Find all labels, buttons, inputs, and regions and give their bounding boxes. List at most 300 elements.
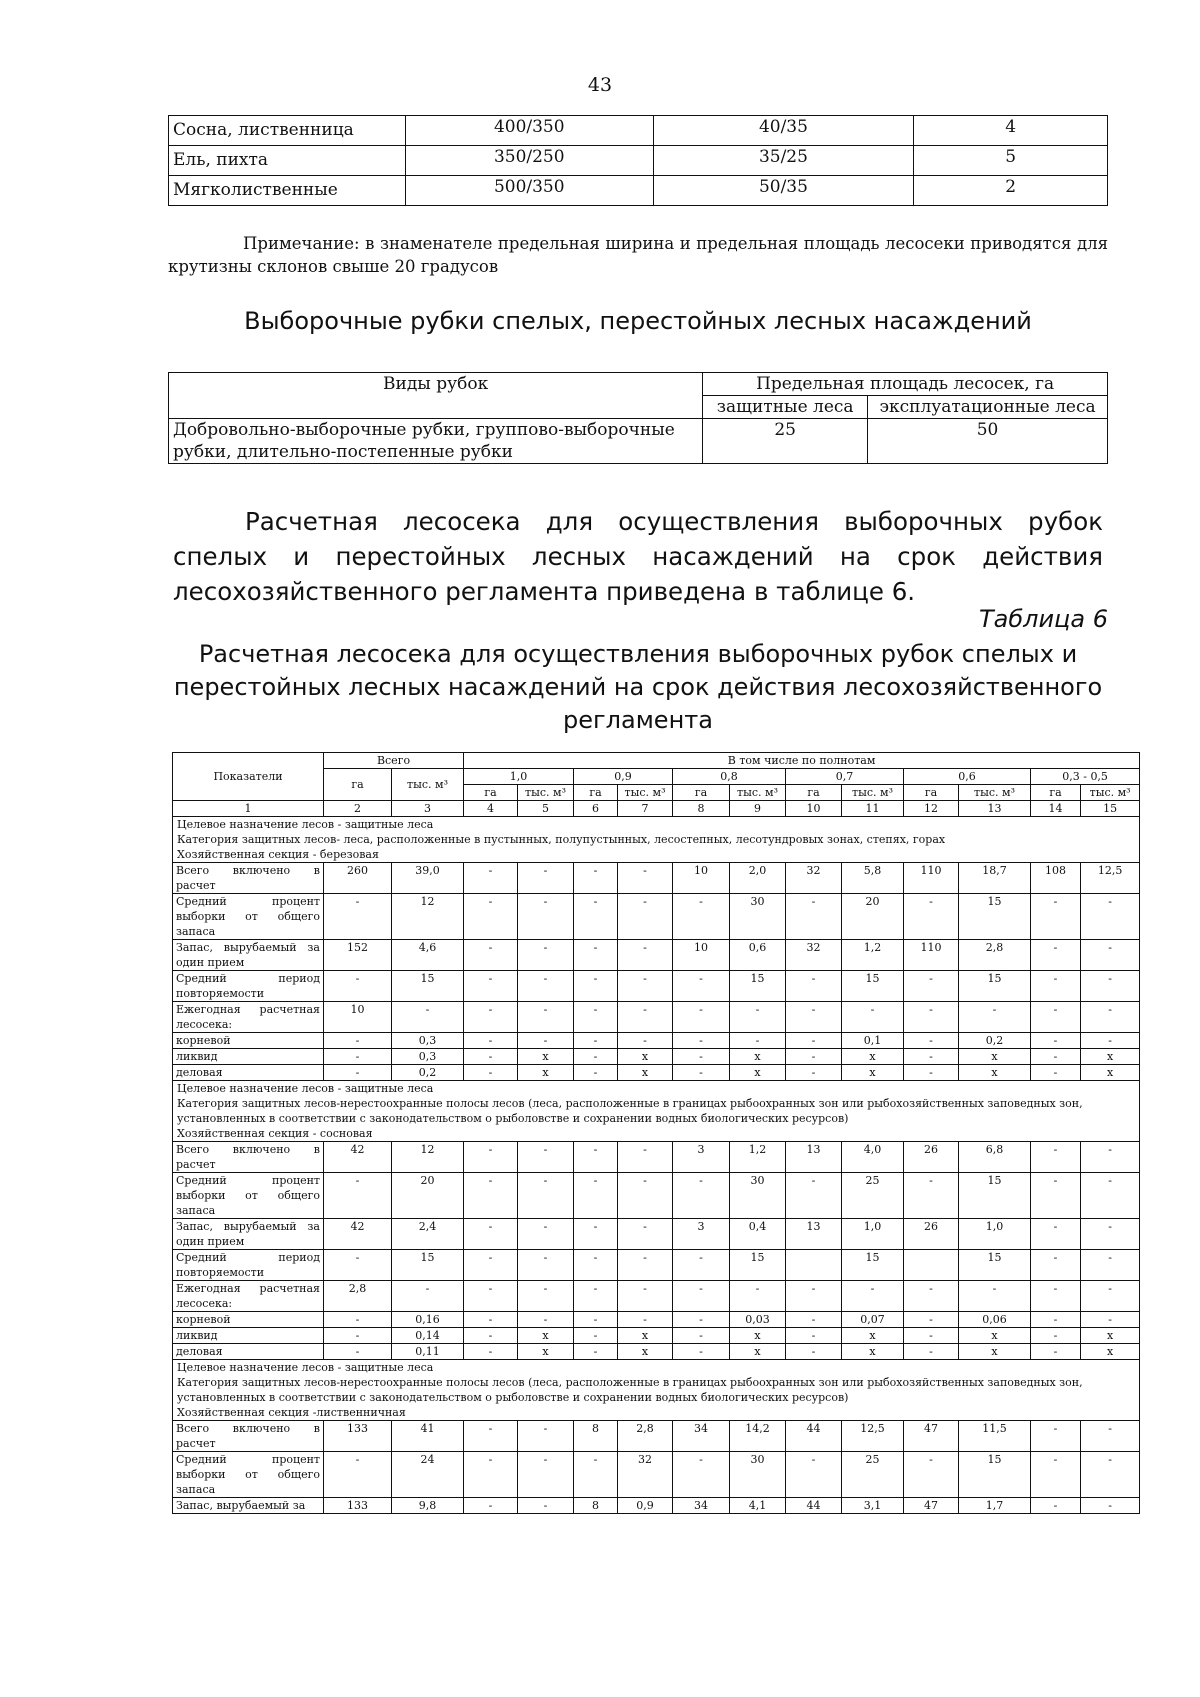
table-row xyxy=(173,1421,1140,1452)
value-cell: - xyxy=(904,1065,959,1081)
value-cell: - xyxy=(673,1250,730,1281)
value-cell: - xyxy=(464,1033,518,1049)
value-cell: - xyxy=(959,1002,1031,1033)
section-header-row xyxy=(173,1081,1140,1142)
value-cell: 152 xyxy=(324,940,392,971)
value-cell: - xyxy=(464,1049,518,1065)
value-cell: - xyxy=(324,1328,392,1344)
value-cell: - xyxy=(324,1312,392,1328)
value-cell: - xyxy=(618,1033,673,1049)
value-cell: 15 xyxy=(392,1250,464,1281)
value-cell: 26 xyxy=(904,1219,959,1250)
value-cell: - xyxy=(786,1002,842,1033)
value-cell: - xyxy=(673,1173,730,1219)
value-cell: - xyxy=(673,1312,730,1328)
value-cell: - xyxy=(574,1281,618,1312)
value-cell: 2 xyxy=(914,176,1108,206)
value-cell: 15 xyxy=(392,971,464,1002)
value-cell: 6,8 xyxy=(959,1142,1031,1173)
column-number: 8 xyxy=(673,801,730,817)
value-cell: 0,11 xyxy=(392,1344,464,1360)
value-cell: 41 xyxy=(392,1421,464,1452)
value-cell: - xyxy=(464,1452,518,1498)
value-cell: - xyxy=(574,1219,618,1250)
value-cell: х xyxy=(618,1049,673,1065)
page-number: 43 xyxy=(587,74,613,96)
value-cell: - xyxy=(518,1421,574,1452)
value-cell: 108 xyxy=(1031,863,1081,894)
value-cell: - xyxy=(464,1065,518,1081)
value-cell: 2,8 xyxy=(959,940,1031,971)
value-cell: 12,5 xyxy=(842,1421,904,1452)
value-cell: - xyxy=(574,1344,618,1360)
row-label: ликвид xyxy=(173,1049,324,1065)
value-cell: 0,2 xyxy=(392,1065,464,1081)
column-header: Виды рубок xyxy=(169,373,703,419)
value-cell: - xyxy=(574,1173,618,1219)
value-cell: 10 xyxy=(673,863,730,894)
value-cell: - xyxy=(464,1219,518,1250)
value-cell: - xyxy=(730,1002,786,1033)
value-cell: х xyxy=(730,1049,786,1065)
value-cell: 50 xyxy=(868,419,1108,464)
value-cell: - xyxy=(786,1173,842,1219)
value-cell: - xyxy=(464,1312,518,1328)
value-cell: - xyxy=(786,971,842,1002)
section-purpose: Целевое назначение лесов - защитные леса xyxy=(177,1082,434,1095)
value-cell: 15 xyxy=(959,1250,1031,1281)
value-cell: - xyxy=(1031,1142,1081,1173)
value-cell: - xyxy=(904,894,959,940)
value-cell: - xyxy=(1031,1421,1081,1452)
value-cell: - xyxy=(1031,1002,1081,1033)
table-row xyxy=(173,940,1140,971)
value-cell: - xyxy=(618,894,673,940)
value-cell: - xyxy=(1081,940,1140,971)
value-cell: - xyxy=(574,894,618,940)
value-cell: 110 xyxy=(904,863,959,894)
value-cell: - xyxy=(618,1142,673,1173)
value-cell: 0,07 xyxy=(842,1312,904,1328)
value-cell: - xyxy=(673,1344,730,1360)
column-number: 13 xyxy=(959,801,1031,817)
value-cell: 18,7 xyxy=(959,863,1031,894)
value-cell: - xyxy=(518,971,574,1002)
column-number: 4 xyxy=(464,801,518,817)
value-cell: - xyxy=(574,1065,618,1081)
value-cell: - xyxy=(518,1173,574,1219)
value-cell: - xyxy=(518,1312,574,1328)
value-cell: 2,0 xyxy=(730,863,786,894)
value-cell: 260 xyxy=(324,863,392,894)
value-cell: - xyxy=(1031,1250,1081,1281)
unit-ha: га xyxy=(673,785,730,801)
section-purpose: Целевое назначение лесов - защитные леса xyxy=(177,818,434,831)
row-label: Всего включено в расчет xyxy=(173,863,324,894)
table-label: Таблица 6 xyxy=(978,605,1108,633)
value-cell: х xyxy=(518,1049,574,1065)
value-cell: х xyxy=(518,1344,574,1360)
value-cell: 3 xyxy=(673,1219,730,1250)
value-cell: - xyxy=(574,1049,618,1065)
column-number: 3 xyxy=(392,801,464,817)
value-cell: - xyxy=(574,1452,618,1498)
value-cell: х xyxy=(618,1328,673,1344)
header-including: В том числе по полнотам xyxy=(464,753,1140,769)
value-cell: 500/350 xyxy=(405,176,653,206)
table-caption: Расчетная лесосека для осуществления выборочных рубок спелых и перестойных лесных насаждений на срок действия лесохозяйственного регламента xyxy=(173,640,1103,734)
value-cell: - xyxy=(574,971,618,1002)
value-cell: 4,1 xyxy=(730,1498,786,1514)
value-cell: - xyxy=(786,1033,842,1049)
value-cell: 15 xyxy=(959,894,1031,940)
value-cell: 30 xyxy=(730,894,786,940)
value-cell: - xyxy=(904,1049,959,1065)
value-cell: х xyxy=(959,1065,1031,1081)
value-cell: 42 xyxy=(324,1219,392,1250)
unit-ths-m3: тыс. м³ xyxy=(1081,785,1140,801)
value-cell: 3 xyxy=(673,1142,730,1173)
table-note: Примечание: в знаменателе предельная ширина и предельная площадь лесосеки приводятся для крутизны склонов свыше 20 градусов xyxy=(168,234,1108,276)
value-cell: - xyxy=(464,1498,518,1514)
selective-felling-area-table xyxy=(168,372,1108,464)
value-cell: 30 xyxy=(730,1452,786,1498)
value-cell: 20 xyxy=(842,894,904,940)
value-cell: - xyxy=(786,1328,842,1344)
column-number: 10 xyxy=(786,801,842,817)
value-cell: - xyxy=(1081,1033,1140,1049)
value-cell: - xyxy=(786,1281,842,1312)
value-cell: 2,4 xyxy=(392,1219,464,1250)
value-cell: - xyxy=(1081,971,1140,1002)
row-label: Средний период повторяемости xyxy=(173,971,324,1002)
row-label: Средний период повторяемости xyxy=(173,1250,324,1281)
value-cell: - xyxy=(1031,1219,1081,1250)
table-row xyxy=(169,116,1108,146)
table-row xyxy=(173,971,1140,1002)
value-cell: - xyxy=(904,971,959,1002)
value-cell: - xyxy=(464,940,518,971)
value-cell: 4,6 xyxy=(392,940,464,971)
value-cell: 8 xyxy=(574,1421,618,1452)
value-cell: 1,0 xyxy=(959,1219,1031,1250)
value-cell: - xyxy=(1081,1281,1140,1312)
unit-ha: га xyxy=(904,785,959,801)
section-purpose: Целевое назначение лесов - защитные леса xyxy=(177,1361,434,1374)
value-cell: - xyxy=(904,1002,959,1033)
section-category: Категория защитных лесов-нерестоохранные полосы лесов (леса, расположенные в границах рыбоохранных зон или рыбохозяйственных заповедных зон, установленных в соответствии с законодательством о рыболовстве и сохранении водных биологических ресурсов) xyxy=(177,1376,1083,1404)
value-cell: 44 xyxy=(786,1421,842,1452)
value-cell: х xyxy=(842,1328,904,1344)
value-cell: - xyxy=(464,1328,518,1344)
value-cell: - xyxy=(324,1049,392,1065)
value-cell: - xyxy=(904,1312,959,1328)
unit-ha: га xyxy=(464,785,518,801)
species-cell: Сосна, лиственница xyxy=(169,116,406,146)
value-cell: х xyxy=(1081,1328,1140,1344)
value-cell: - xyxy=(1031,971,1081,1002)
header-density: 0,7 xyxy=(786,769,904,785)
value-cell: 0,2 xyxy=(959,1033,1031,1049)
value-cell: - xyxy=(730,1033,786,1049)
header-density: 0,3 - 0,5 xyxy=(1031,769,1140,785)
value-cell: х xyxy=(1081,1049,1140,1065)
value-cell: 30 xyxy=(730,1173,786,1219)
value-cell: - xyxy=(324,971,392,1002)
value-cell: 34 xyxy=(673,1498,730,1514)
value-cell: - xyxy=(324,894,392,940)
value-cell: 15 xyxy=(959,971,1031,1002)
value-cell: - xyxy=(1031,1452,1081,1498)
value-cell: - xyxy=(1031,1049,1081,1065)
species-cell: Мягколиственные xyxy=(169,176,406,206)
row-label: ликвид xyxy=(173,1328,324,1344)
value-cell: х xyxy=(730,1328,786,1344)
row-label: Средний процент выборки от общего запаса xyxy=(173,1173,324,1219)
value-cell: - xyxy=(464,1173,518,1219)
value-cell: - xyxy=(1031,1065,1081,1081)
value-cell: 4 xyxy=(914,116,1108,146)
column-number: 7 xyxy=(618,801,673,817)
value-cell: - xyxy=(1031,1498,1081,1514)
value-cell: 8 xyxy=(574,1498,618,1514)
value-cell: - xyxy=(464,1250,518,1281)
value-cell: - xyxy=(673,1049,730,1065)
column-number: 1 xyxy=(173,801,324,817)
value-cell: 0,4 xyxy=(730,1219,786,1250)
value-cell: х xyxy=(518,1328,574,1344)
value-cell: - xyxy=(1081,1312,1140,1328)
column-number: 14 xyxy=(1031,801,1081,817)
value-cell: 15 xyxy=(842,971,904,1002)
value-cell: 32 xyxy=(786,863,842,894)
section-header xyxy=(173,1360,1140,1421)
value-cell: 24 xyxy=(392,1452,464,1498)
value-cell: - xyxy=(1031,1312,1081,1328)
value-cell: - xyxy=(1031,894,1081,940)
value-cell: - xyxy=(1081,1002,1140,1033)
value-cell: - xyxy=(673,1065,730,1081)
value-cell: - xyxy=(786,1065,842,1081)
value-cell: - xyxy=(574,1033,618,1049)
value-cell: - xyxy=(518,1219,574,1250)
value-cell: - xyxy=(673,894,730,940)
value-cell: 0,1 xyxy=(842,1033,904,1049)
value-cell: - xyxy=(618,1312,673,1328)
value-cell: - xyxy=(1081,1173,1140,1219)
section-category: Категория защитных лесов-нерестоохранные полосы лесов (леса, расположенные в границах рыбоохранных зон или рыбохозяйственных заповедных зон, установленных в соответствии с законодательством о рыболовстве и сохранении водных биологических ресурсов) xyxy=(177,1097,1083,1125)
value-cell: - xyxy=(574,1312,618,1328)
value-cell: х xyxy=(1081,1344,1140,1360)
value-cell: 1,0 xyxy=(842,1219,904,1250)
value-cell: - xyxy=(618,1281,673,1312)
value-cell: - xyxy=(1031,1173,1081,1219)
value-cell: 0,16 xyxy=(392,1312,464,1328)
value-cell: 5 xyxy=(914,146,1108,176)
value-cell: - xyxy=(324,1250,392,1281)
table-row xyxy=(173,1250,1140,1281)
value-cell: 4,0 xyxy=(842,1142,904,1173)
section-header xyxy=(173,1081,1140,1142)
section-heading: Выборочные рубки спелых, перестойных лесных насаждений xyxy=(244,307,1032,335)
column-number: 9 xyxy=(730,801,786,817)
value-cell: - xyxy=(464,971,518,1002)
value-cell: 1,2 xyxy=(842,940,904,971)
value-cell: 0,3 xyxy=(392,1033,464,1049)
value-cell: 11,5 xyxy=(959,1421,1031,1452)
column-number: 2 xyxy=(324,801,392,817)
value-cell: 2,8 xyxy=(324,1281,392,1312)
value-cell: - xyxy=(786,1312,842,1328)
value-cell: - xyxy=(842,1002,904,1033)
table-6 xyxy=(172,752,1140,1514)
body-paragraph: Расчетная лесосека для осуществления выборочных рубок спелых и перестойных лесных насаждений на срок действия лесохозяйственного регламента приведена в таблице 6. xyxy=(173,507,1103,606)
value-cell: - xyxy=(464,894,518,940)
section-category: Категория защитных лесов- леса, расположенные в пустынных, полупустынных, лесостепных, лесотундровых зонах, степях, горах xyxy=(177,833,946,846)
value-cell: - xyxy=(1081,1452,1140,1498)
value-cell: 110 xyxy=(904,940,959,971)
header-density: 0,6 xyxy=(904,769,1031,785)
unit-ha: га xyxy=(1031,785,1081,801)
header-density: 0,8 xyxy=(673,769,786,785)
value-cell: - xyxy=(904,1344,959,1360)
value-cell: х xyxy=(842,1344,904,1360)
column-subheader: эксплуатационные леса xyxy=(868,396,1108,419)
row-label: деловая xyxy=(173,1344,324,1360)
value-cell: 0,14 xyxy=(392,1328,464,1344)
value-cell: - xyxy=(574,1328,618,1344)
unit-ths-m3: тыс. м³ xyxy=(959,785,1031,801)
table-row xyxy=(173,1002,1140,1033)
value-cell: 15 xyxy=(959,1452,1031,1498)
table-row xyxy=(173,1219,1140,1250)
section-header xyxy=(173,817,1140,863)
value-cell: - xyxy=(904,1033,959,1049)
value-cell: - xyxy=(464,863,518,894)
value-cell: - xyxy=(324,1033,392,1049)
table-row xyxy=(173,1049,1140,1065)
value-cell: - xyxy=(618,1173,673,1219)
value-cell: х xyxy=(618,1065,673,1081)
header-total: Всего xyxy=(324,753,464,769)
section-header-row xyxy=(173,1360,1140,1421)
value-cell: - xyxy=(1031,1281,1081,1312)
value-cell: - xyxy=(904,1328,959,1344)
unit-ha: га xyxy=(574,785,618,801)
value-cell: - xyxy=(1031,1033,1081,1049)
value-cell: 13 xyxy=(786,1219,842,1250)
header-ha: га xyxy=(324,769,392,801)
value-cell: - xyxy=(574,1002,618,1033)
value-cell: - xyxy=(673,1033,730,1049)
value-cell: 1,2 xyxy=(730,1142,786,1173)
value-cell: 15 xyxy=(730,971,786,1002)
value-cell: 12,5 xyxy=(1081,863,1140,894)
value-cell: 25 xyxy=(703,419,868,464)
table-row xyxy=(173,894,1140,940)
value-cell: - xyxy=(464,1421,518,1452)
unit-ths-m3: тыс. м³ xyxy=(518,785,574,801)
unit-ths-m3: тыс. м³ xyxy=(730,785,786,801)
felling-width-table xyxy=(168,115,1108,206)
unit-ths-m3: тыс. м³ xyxy=(842,785,904,801)
value-cell: 15 xyxy=(959,1173,1031,1219)
value-cell: 400/350 xyxy=(405,116,653,146)
header-density: 1,0 xyxy=(464,769,574,785)
value-cell: - xyxy=(1081,1142,1140,1173)
value-cell: - xyxy=(1031,1328,1081,1344)
value-cell: 47 xyxy=(904,1498,959,1514)
value-cell: - xyxy=(518,1452,574,1498)
value-cell: - xyxy=(1081,1250,1140,1281)
value-cell: - xyxy=(464,1142,518,1173)
value-cell: 0,3 xyxy=(392,1049,464,1065)
value-cell: - xyxy=(464,1002,518,1033)
value-cell: - xyxy=(842,1281,904,1312)
column-number: 5 xyxy=(518,801,574,817)
value-cell: 3,1 xyxy=(842,1498,904,1514)
value-cell: 0,9 xyxy=(618,1498,673,1514)
value-cell: - xyxy=(618,863,673,894)
value-cell: 50/35 xyxy=(653,176,914,206)
value-cell: - xyxy=(464,1344,518,1360)
value-cell: 20 xyxy=(392,1173,464,1219)
value-cell: х xyxy=(959,1344,1031,1360)
value-cell: 350/250 xyxy=(405,146,653,176)
value-cell: х xyxy=(730,1344,786,1360)
section-section: Хозяйственная секция - березовая xyxy=(177,848,379,861)
value-cell: - xyxy=(518,1142,574,1173)
value-cell: 44 xyxy=(786,1498,842,1514)
value-cell: - xyxy=(1031,940,1081,971)
column-number: 12 xyxy=(904,801,959,817)
value-cell: 2,8 xyxy=(618,1421,673,1452)
section-header-row xyxy=(173,817,1140,863)
value-cell: - xyxy=(518,1002,574,1033)
table-row xyxy=(173,1452,1140,1498)
value-cell xyxy=(786,1250,842,1281)
row-label: Запас, вырубаемый за один прием xyxy=(173,940,324,971)
value-cell: - xyxy=(324,1065,392,1081)
value-cell: - xyxy=(518,1498,574,1514)
value-cell: - xyxy=(904,1173,959,1219)
value-cell: - xyxy=(324,1173,392,1219)
value-cell: 14,2 xyxy=(730,1421,786,1452)
table-row xyxy=(173,1281,1140,1312)
value-cell: - xyxy=(1081,894,1140,940)
row-label: корневой xyxy=(173,1033,324,1049)
value-cell: - xyxy=(786,1344,842,1360)
value-cell: 35/25 xyxy=(653,146,914,176)
value-cell: х xyxy=(959,1049,1031,1065)
value-cell: - xyxy=(1031,1344,1081,1360)
value-cell: - xyxy=(574,1250,618,1281)
value-cell: 25 xyxy=(842,1173,904,1219)
table-row xyxy=(169,146,1108,176)
table-row xyxy=(173,1328,1140,1344)
row-label: Ежегодная расчетная лесосека: xyxy=(173,1281,324,1312)
value-cell: 133 xyxy=(324,1421,392,1452)
value-cell: 0,03 xyxy=(730,1312,786,1328)
value-cell: - xyxy=(518,1281,574,1312)
unit-ths-m3: тыс. м³ xyxy=(618,785,673,801)
value-cell: 13 xyxy=(786,1142,842,1173)
header-ths-m3: тыс. м³ xyxy=(392,769,464,801)
value-cell: - xyxy=(618,1002,673,1033)
value-cell: 42 xyxy=(324,1142,392,1173)
table-row xyxy=(173,1173,1140,1219)
table-row xyxy=(173,1142,1140,1173)
